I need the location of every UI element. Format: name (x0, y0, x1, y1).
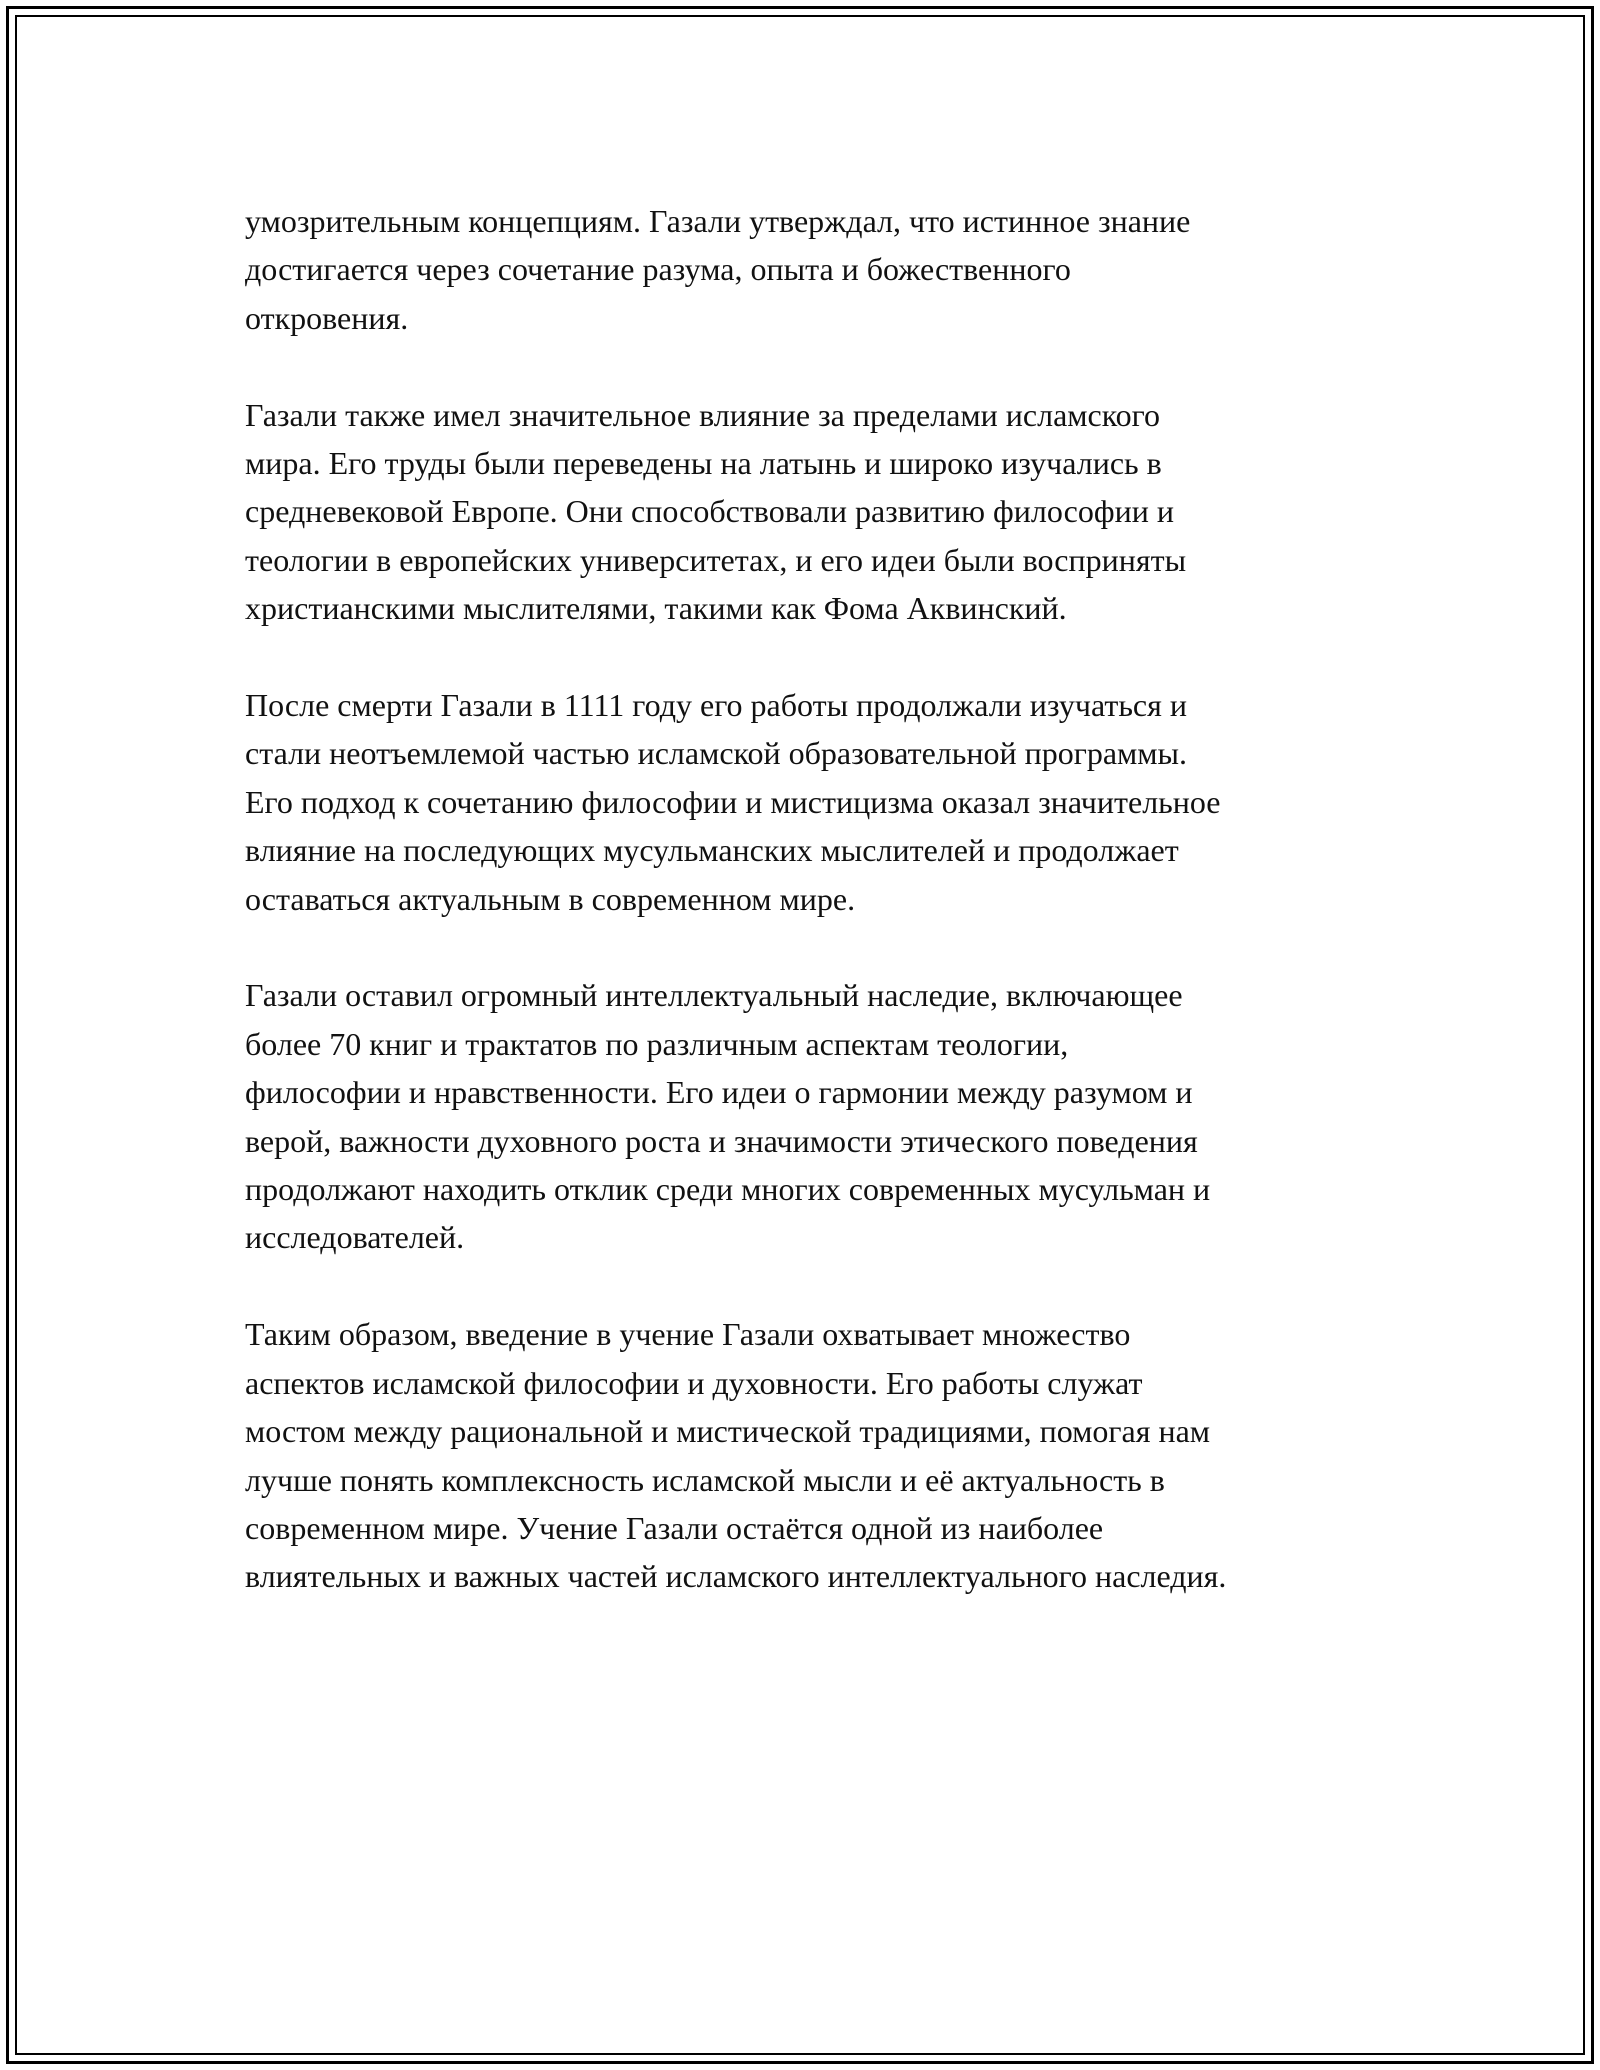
paragraph: Газали оставил огромный интеллектуальный наследие, включающее более 70 книг и трактатов по различным аспектам теологии, философии и нравственности. Его идеи о гармонии между разумом и верой, важности духовного роста и значимости этического поведения продолжают находить отклик среди многих современных мусульман и исследователей. (245, 977, 1211, 1256)
page-border (6, 6, 1594, 2064)
paragraph: Газали также имел значительное влияние за пределами исламского мира. Его труды были переведены на латынь и широко изучались в средневековой Европе. Они способствовали развитию философии и теологии в европейских университетах, и его идеи были восприняты христианскими мыслителями, такими как Фома Аквинский. (245, 396, 1187, 627)
paragraph: После смерти Газали в 1111 году его работы продолжали изучаться и стали неотъемлемой частью исламской образовательной программы. Его подход к сочетанию философии и мистицизма оказал значительное влияние на последующих мусульманских мыслителей и продолжает оставаться актуальным в современном мире. (245, 687, 1221, 917)
document-body (245, 197, 1395, 1649)
paragraph: умозрительным концепциям. Газали утверждал, что истинное знание достигается через сочетание разума, опыта и божественного откровения. (245, 203, 1191, 336)
paragraph: Таким образом, введение в учение Газали охватывает множество аспектов исламской философии и духовности. Его работы служат мостом между рациональной и мистической традициями, помогая нам лучше понять комплексность исламской мысли и её актуальность в современном мире. Учение Газали остаётся одной из наиболее влиятельных и важных частей исламского интеллектуального наследия. (245, 1316, 1227, 1595)
